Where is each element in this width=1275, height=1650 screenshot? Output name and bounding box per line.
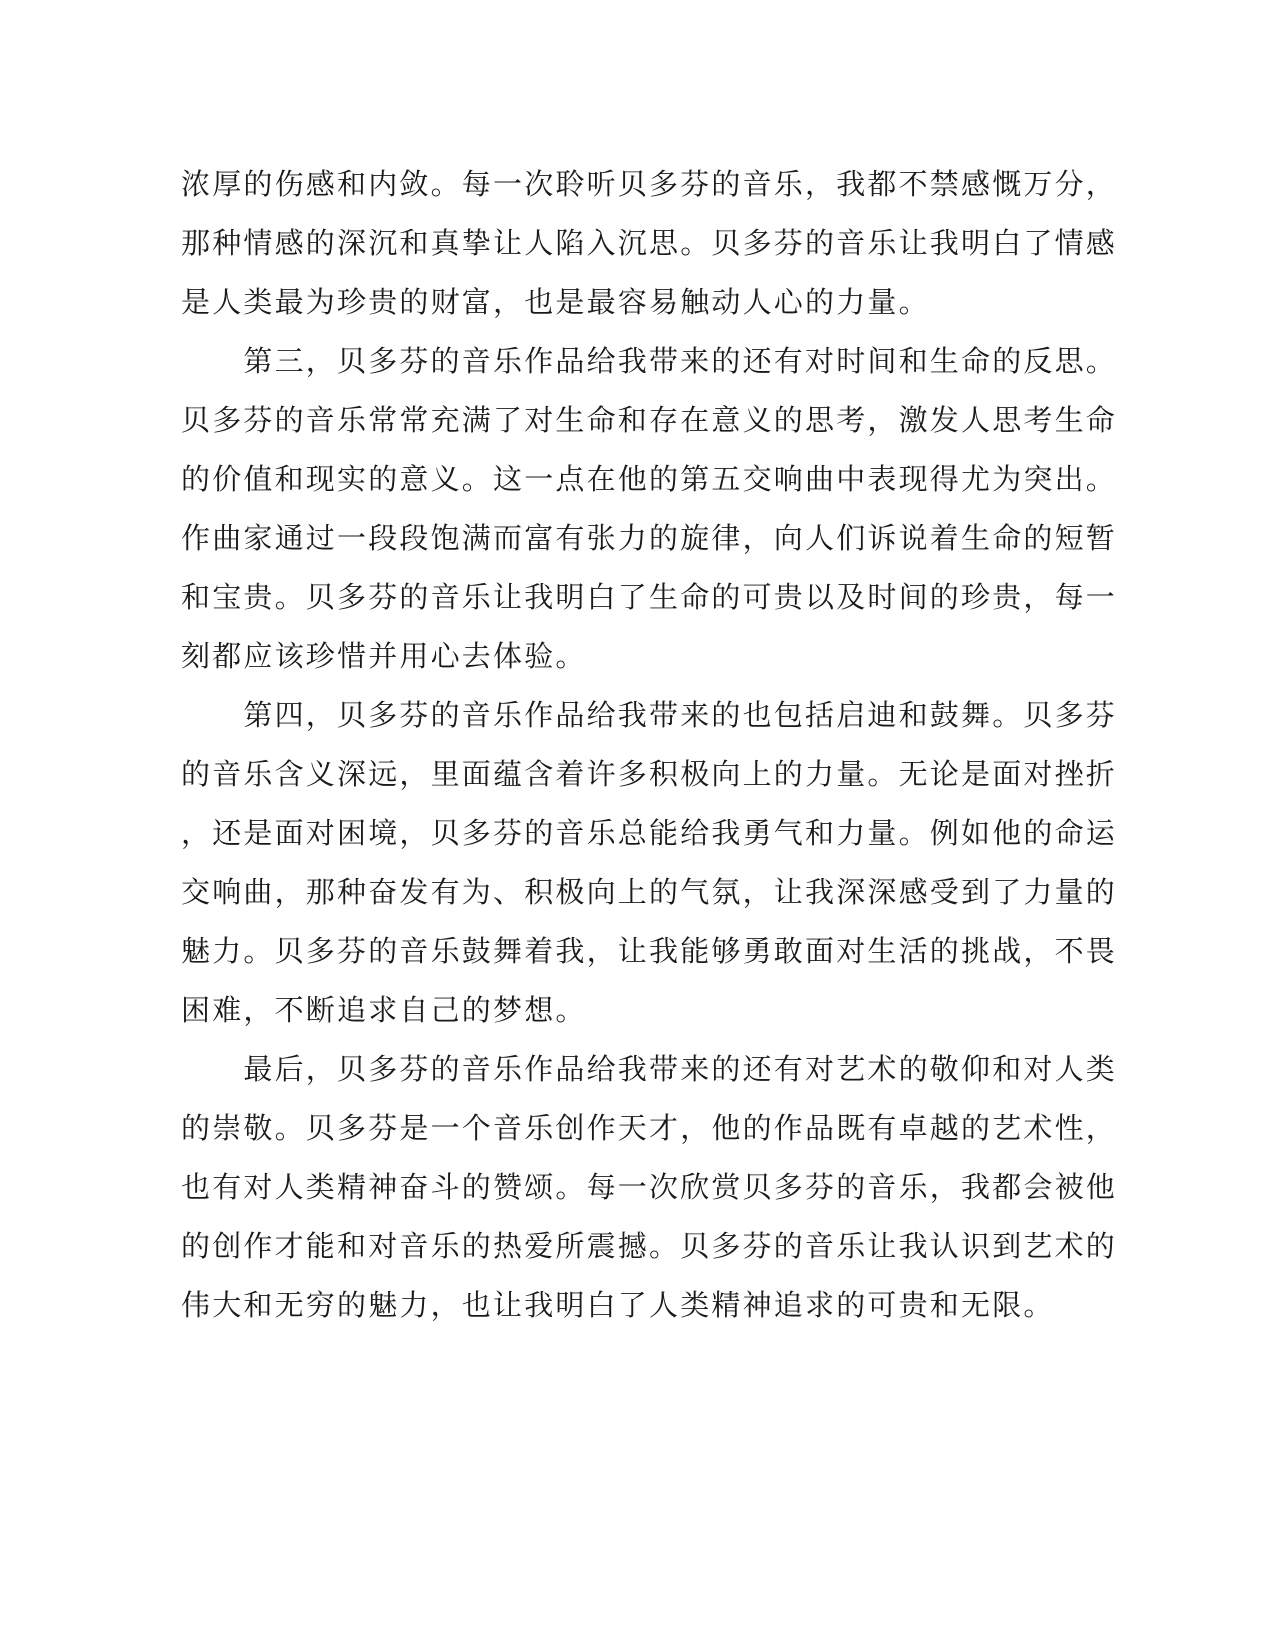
text-line: 交响曲，那种奋发有为、积极向上的气氛，让我深深感受到了力量的 xyxy=(181,875,1118,909)
text-line: 和宝贵。贝多芬的音乐让我明白了生命的可贵以及时间的珍贵，每一 xyxy=(181,580,1118,614)
text-line: 伟大和无穷的魅力，也让我明白了人类精神追求的可贵和无限。 xyxy=(181,1288,1055,1322)
text-line: 刻都应该珍惜并用心去体验。 xyxy=(181,639,587,673)
text-line: 浓厚的伤感和内敛。每一次聆听贝多芬的音乐，我都不禁感慨万分， xyxy=(181,167,1118,201)
text-line: 的崇敬。贝多芬是一个音乐创作天才，他的作品既有卓越的艺术性， xyxy=(181,1111,1118,1145)
text-line: 魅力。贝多芬的音乐鼓舞着我，让我能够勇敢面对生活的挑战，不畏 xyxy=(181,934,1118,968)
text-line: 困难，不断追求自己的梦想。 xyxy=(181,993,587,1027)
text-line: 的音乐含义深远，里面蕴含着许多积极向上的力量。无论是面对挫折 xyxy=(181,757,1118,791)
text-line: 是人类最为珍贵的财富，也是最容易触动人心的力量。 xyxy=(181,285,930,319)
text-line: ，还是面对困境，贝多芬的音乐总能给我勇气和力量。例如他的命运 xyxy=(181,816,1118,850)
text-line: 那种情感的深沉和真挚让人陷入沉思。贝多芬的音乐让我明白了情感 xyxy=(181,226,1118,260)
text-line: 的创作才能和对音乐的热爱所震撼。贝多芬的音乐让我认识到艺术的 xyxy=(181,1229,1118,1263)
text-line: 作曲家通过一段段饱满而富有张力的旋律，向人们诉说着生命的短暂 xyxy=(181,521,1118,555)
text-line: 也有对人类精神奋斗的赞颂。每一次欣赏贝多芬的音乐，我都会被他 xyxy=(181,1170,1118,1204)
paragraph-start-line: 第三，贝多芬的音乐作品给我带来的还有对时间和生命的反思。 xyxy=(181,344,1118,378)
text-line: 的价值和现实的意义。这一点在他的第五交响曲中表现得尤为突出。 xyxy=(181,462,1118,496)
paragraph-start-line: 最后，贝多芬的音乐作品给我带来的还有对艺术的敬仰和对人类 xyxy=(181,1052,1118,1086)
essay-body xyxy=(181,155,1118,1335)
paragraph-start-line: 第四，贝多芬的音乐作品给我带来的也包括启迪和鼓舞。贝多芬 xyxy=(181,698,1118,732)
text-line: 贝多芬的音乐常常充满了对生命和存在意义的思考，激发人思考生命 xyxy=(181,403,1118,437)
